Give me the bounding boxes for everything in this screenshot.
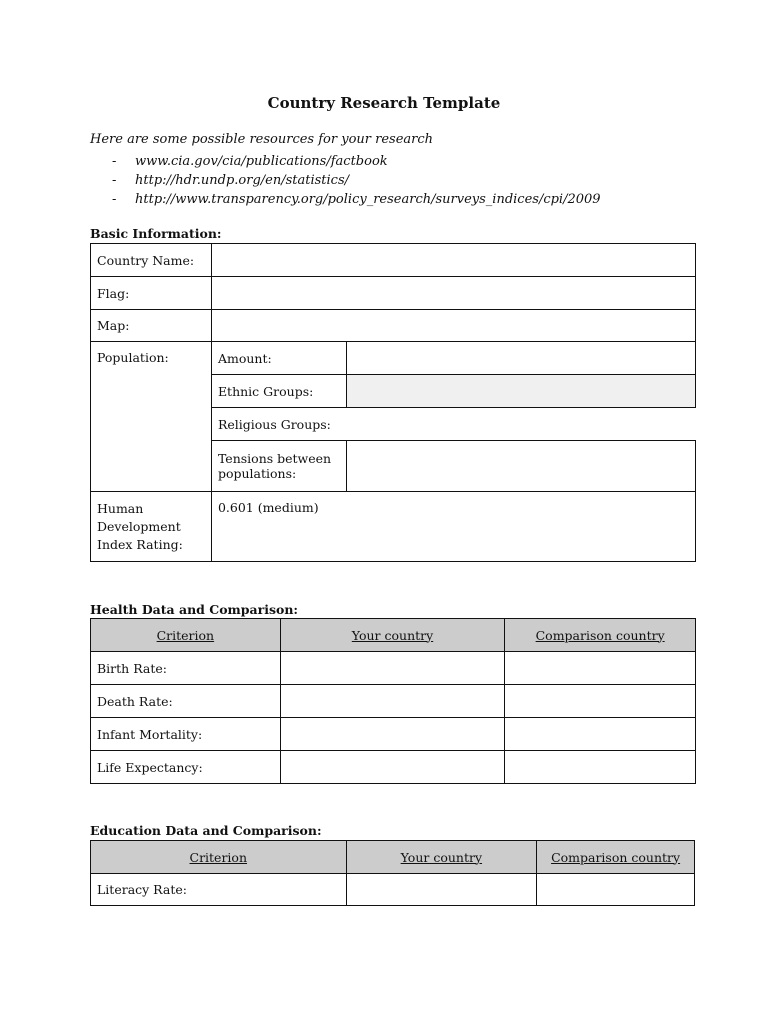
your-country-cell[interactable] bbox=[280, 685, 505, 718]
hdi-label: Human Development Index Rating: bbox=[91, 492, 212, 562]
table-row bbox=[91, 310, 696, 342]
ethnic-groups-label: Ethnic Groups: bbox=[211, 375, 346, 408]
criterion-label: Life Expectancy: bbox=[91, 751, 281, 784]
ethnic-groups-field[interactable] bbox=[346, 375, 695, 408]
column-header: Your country bbox=[346, 841, 537, 874]
column-header: Your country bbox=[280, 619, 505, 652]
map-label: Map: bbox=[91, 310, 212, 342]
column-header: Comparison country bbox=[537, 841, 695, 874]
page-title: Country Research Template bbox=[267, 94, 501, 112]
basic-info-table bbox=[90, 243, 696, 562]
table-row bbox=[91, 492, 696, 562]
resource-item: - http://hdr.undp.org/en/statistics/ bbox=[90, 171, 601, 190]
resource-list bbox=[90, 152, 601, 209]
hdi-value[interactable]: 0.601 (medium) bbox=[211, 492, 695, 562]
table-row bbox=[91, 244, 696, 277]
map-field[interactable] bbox=[211, 310, 695, 342]
table-row bbox=[91, 277, 696, 310]
criterion-label: Infant Mortality: bbox=[91, 718, 281, 751]
country-name-label: Country Name: bbox=[91, 244, 212, 277]
amount-label: Amount: bbox=[211, 342, 346, 375]
column-header: Criterion bbox=[91, 841, 347, 874]
basic-info-heading: Basic Information: bbox=[90, 226, 222, 241]
your-country-cell[interactable] bbox=[280, 718, 505, 751]
your-country-cell[interactable] bbox=[346, 874, 537, 906]
comparison-country-cell[interactable] bbox=[505, 685, 696, 718]
amount-field[interactable] bbox=[346, 342, 695, 375]
column-header: Comparison country bbox=[505, 619, 696, 652]
table-row bbox=[91, 685, 696, 718]
health-heading: Health Data and Comparison: bbox=[90, 602, 299, 617]
comparison-country-cell[interactable] bbox=[505, 652, 696, 685]
tensions-field[interactable] bbox=[346, 441, 695, 492]
table-row bbox=[91, 874, 695, 906]
comparison-country-cell[interactable] bbox=[505, 751, 696, 784]
education-table bbox=[90, 840, 695, 906]
table-row bbox=[91, 751, 696, 784]
flag-label: Flag: bbox=[91, 277, 212, 310]
religious-groups-field[interactable] bbox=[346, 408, 695, 441]
religious-groups-label: Religious Groups: bbox=[211, 408, 346, 441]
comparison-country-cell[interactable] bbox=[537, 874, 695, 906]
comparison-country-cell[interactable] bbox=[505, 718, 696, 751]
population-label: Population: bbox=[91, 342, 212, 492]
criterion-label: Literacy Rate: bbox=[91, 874, 347, 906]
table-row bbox=[91, 342, 696, 375]
criterion-label: Birth Rate: bbox=[91, 652, 281, 685]
flag-field[interactable] bbox=[211, 277, 695, 310]
criterion-label: Death Rate: bbox=[91, 685, 281, 718]
your-country-cell[interactable] bbox=[280, 652, 505, 685]
table-row bbox=[91, 718, 696, 751]
table-row bbox=[91, 652, 696, 685]
tensions-label: Tensions between populations: bbox=[211, 441, 346, 492]
health-table bbox=[90, 618, 696, 784]
table-header-row bbox=[91, 619, 696, 652]
column-header: Criterion bbox=[91, 619, 281, 652]
resource-item: - www.cia.gov/cia/publications/factbook bbox=[90, 152, 601, 171]
your-country-cell[interactable] bbox=[280, 751, 505, 784]
table-header-row bbox=[91, 841, 695, 874]
resource-item: - http://www.transparency.org/policy_research/surveys_indices/cpi/2009 bbox=[90, 190, 601, 209]
country-name-field[interactable] bbox=[211, 244, 695, 277]
education-heading: Education Data and Comparison: bbox=[90, 823, 322, 838]
resources-intro: Here are some possible resources for your research bbox=[90, 132, 434, 147]
